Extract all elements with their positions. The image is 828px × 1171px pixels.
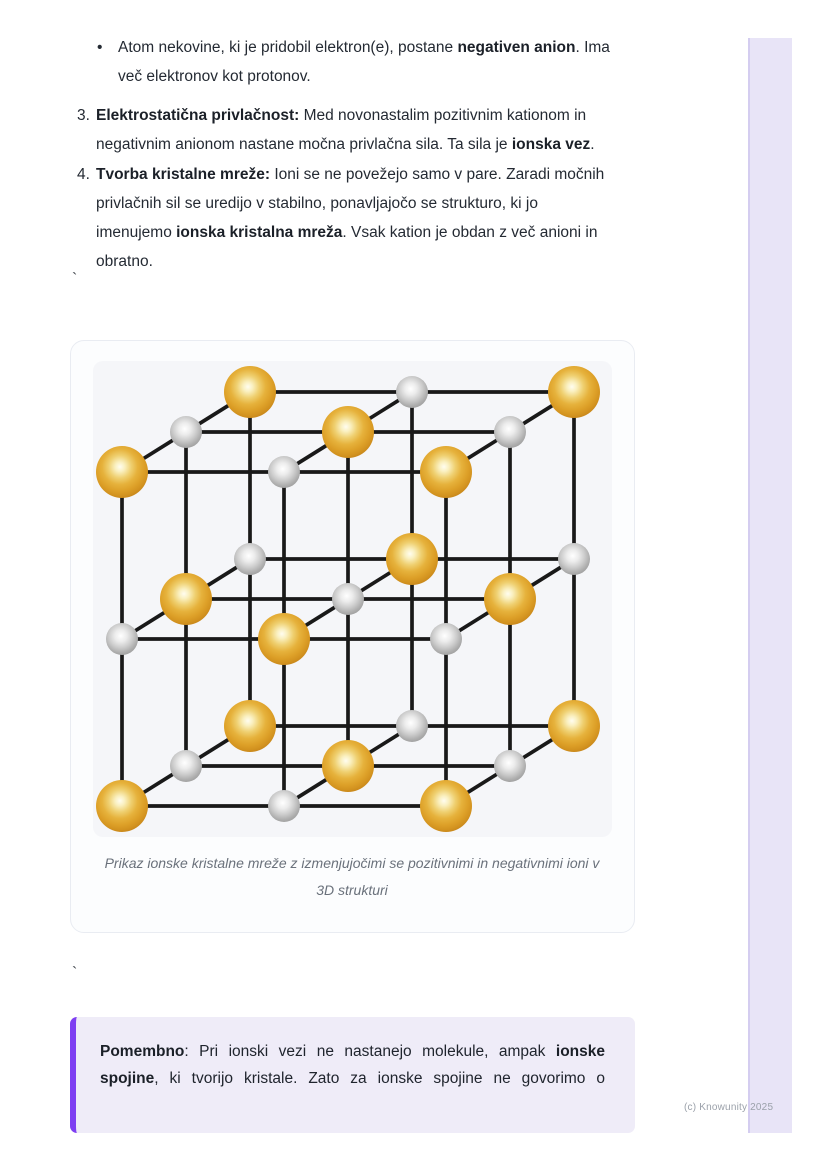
- important-callout: [70, 1017, 635, 1133]
- figure-caption: Prikaz ionske kristalne mreže z izmenjujočimi se pozitivnimi in negativnimi ioni v 3D strukturi: [104, 855, 600, 898]
- cation-sphere: [548, 700, 600, 752]
- anion-sphere: [494, 416, 526, 448]
- lattice-ions: [96, 366, 600, 832]
- cation-sphere: [322, 740, 374, 792]
- anion-sphere: [332, 583, 364, 615]
- copyright-text: (c) Knowunity 2025: [684, 1102, 774, 1113]
- cation-sphere: [322, 406, 374, 458]
- anion-sphere: [268, 790, 300, 822]
- stray-backtick: `: [72, 271, 78, 288]
- cation-sphere: [224, 700, 276, 752]
- anion-sphere: [396, 376, 428, 408]
- cation-sphere: [160, 573, 212, 625]
- anion-sphere: [268, 456, 300, 488]
- cation-sphere: [420, 446, 472, 498]
- cation-sphere: [484, 573, 536, 625]
- anion-sphere: [396, 710, 428, 742]
- callout-line: Pomembno: Pri ionski vezi ne nastanejo molekule, ampak ionske: [100, 1043, 605, 1060]
- cation-sphere: [96, 780, 148, 832]
- anion-sphere: [170, 750, 202, 782]
- anion-sphere: [106, 623, 138, 655]
- cation-sphere: [548, 366, 600, 418]
- anion-sphere: [170, 416, 202, 448]
- page-edge-scrollbar[interactable]: [748, 38, 792, 1133]
- cation-sphere: [386, 533, 438, 585]
- list-item-text: Elektrostatična privlačnost: Med novonastalim pozitivnim kationom in negativnim anionom nastane močna privlačna sila. Ta sila je ionska vez.: [96, 107, 595, 153]
- crystal-lattice: [93, 361, 612, 837]
- bullet-marker: •: [97, 39, 103, 56]
- stray-backtick: `: [72, 965, 78, 982]
- list-item-text: Atom nekovine, ki je pridobil elektron(e), postane negativen anion. Ima več elektronov kot protonov.: [118, 39, 610, 85]
- figure-card: [70, 340, 635, 933]
- list-number: 3.: [77, 107, 90, 124]
- anion-sphere: [558, 543, 590, 575]
- cation-sphere: [258, 613, 310, 665]
- anion-sphere: [430, 623, 462, 655]
- anion-sphere: [494, 750, 526, 782]
- cation-sphere: [224, 366, 276, 418]
- callout-line: spojine, ki tvorijo kristale. Zato za ionske spojine ne govorimo o: [100, 1070, 605, 1087]
- list-item-text: Tvorba kristalne mreže: Ioni se ne povežejo samo v pare. Zaradi močnih privlačnih sil se uredijo v stabilno, ponavljajočo se strukturo, ki jo imenujemo ionska kristalna mreža. Vsak kation je obdan z več anioni in obratno.: [96, 166, 605, 270]
- cation-sphere: [420, 780, 472, 832]
- anion-sphere: [234, 543, 266, 575]
- cation-sphere: [96, 446, 148, 498]
- figure-image: [93, 361, 612, 837]
- list-number: 4.: [77, 166, 90, 183]
